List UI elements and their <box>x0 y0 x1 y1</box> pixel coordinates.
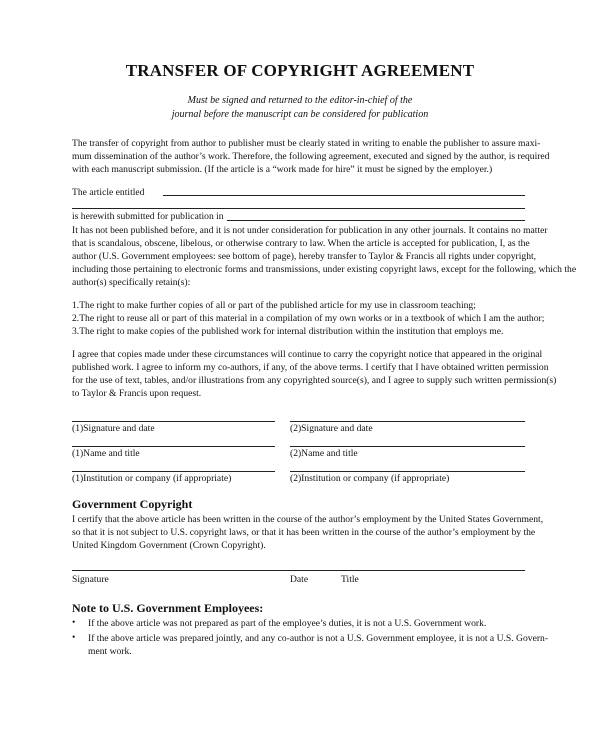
body-line: author(s) specifically retain(s): <box>72 277 191 288</box>
body-line: that is scandalous, obscene, libelous, or otherwise contrary to law. When the article is accepted for publication, I, as the <box>72 238 530 249</box>
author2-name-line[interactable] <box>290 446 525 447</box>
body-line: author (U.S. Government employees: see bottom of page), hereby transfer to Taylor & Francis all rights under copyright, <box>72 251 537 262</box>
note-bullet-2 <box>88 632 548 658</box>
author1-institution-label: (1)Institution or company (if appropriate) <box>72 473 232 484</box>
gov-date-label: Date <box>290 574 309 585</box>
document-title: TRANSFER OF COPYRIGHT AGREEMENT <box>125 61 475 80</box>
body-paragraph-2 <box>72 348 556 400</box>
intro-line: The transfer of copyright from author to publisher must be clearly stated in writing to enable the publisher to assure maxi- <box>72 138 541 149</box>
retained-right-item: 1.The right to make further copies of all or part of the published article for my use in classroom teaching; <box>72 300 476 311</box>
bullet-icon: • <box>72 632 76 643</box>
body-line: including those pertaining to electronic forms and transmissions, under existing copyright laws, except for the following, which the <box>72 264 577 275</box>
body-paragraph-1 <box>72 224 576 289</box>
body-line: It has not been published before, and it is not under consideration for publication in any other journals. It contains no matter <box>72 225 548 236</box>
subtitle-line-2: journal before the manuscript can be considered for publication <box>171 109 429 120</box>
gov-line: I certify that the above article has been written in the course of the author’s employment by the United States Government, <box>72 514 544 525</box>
article-title-field-continued[interactable] <box>72 208 525 209</box>
bullet-icon: • <box>72 617 76 628</box>
author2-signature-label: (2)Signature and date <box>290 423 373 434</box>
note-line: If the above article was prepared jointly, and any co-author is not a U.S. Government employee, it is not a U.S. Govern- <box>88 633 549 644</box>
gov-line: so that it is not subject to U.S. copyright laws, or that it has been written in the course of the author’s employment by the <box>72 527 536 538</box>
note-line: ment work. <box>88 646 132 657</box>
submitted-label: is herewith submitted for publication in <box>72 211 224 222</box>
article-title-field[interactable] <box>163 195 525 196</box>
author1-signature-line[interactable] <box>72 421 275 422</box>
intro-line: mum dissemination of the author’s work. Therefore, the following agreement, executed and signed by the author, is required <box>72 151 550 162</box>
body-line: for the use of text, tables, and/or illustrations from any copyrighted source(s), and I agree to supply such written permission(s) <box>72 375 557 386</box>
note-bullet-1 <box>88 617 486 630</box>
author2-institution-line[interactable] <box>290 471 525 472</box>
body-line: to Taylor & Francis upon request. <box>72 388 202 399</box>
note-line: If the above article was not prepared as part of the employee’s duties, it is not a U.S. Government work. <box>88 618 487 629</box>
gov-signature-label: Signature <box>72 574 109 585</box>
intro-line: with each manuscript submission. (If the article is a “work made for hire” it must be signed by the employer.) <box>72 164 493 175</box>
body-line: published work. I agree to inform my co-authors, if any, of the above terms. I certify that I have obtained written permission <box>72 362 549 373</box>
author2-name-label: (2)Name and title <box>290 448 358 459</box>
gov-title-label: Title <box>341 574 359 585</box>
gov-line: United Kingdom Government (Crown Copyright). <box>72 540 266 551</box>
article-entitled-label: The article entitled <box>72 187 145 198</box>
gov-copyright-paragraph <box>72 513 543 552</box>
retained-right-item: 3.The right to make copies of the published work for internal distribution within the institution that employs me. <box>72 326 504 337</box>
journal-name-field[interactable] <box>227 220 525 221</box>
body-line: I agree that copies made under these circumstances will continue to carry the copyright notice that appeared in the original <box>72 349 543 360</box>
author1-name-line[interactable] <box>72 446 275 447</box>
author1-name-label: (1)Name and title <box>72 448 140 459</box>
intro-paragraph <box>72 137 549 176</box>
author1-institution-line[interactable] <box>72 471 275 472</box>
subtitle-line-1: Must be signed and returned to the editor-in-chief of the <box>187 95 413 106</box>
author2-signature-line[interactable] <box>290 421 525 422</box>
author2-institution-label: (2)Institution or company (if appropriate) <box>290 473 450 484</box>
gov-copyright-heading: Government Copyright <box>72 497 193 511</box>
retained-rights-list <box>72 299 544 338</box>
retained-right-item: 2.The right to reuse all or part of this material in a compilation of my own works or in a textbook of which I am the author; <box>72 313 545 324</box>
gov-signature-line[interactable] <box>72 570 525 571</box>
note-heading: Note to U.S. Government Employees: <box>72 601 264 615</box>
author1-signature-label: (1)Signature and date <box>72 423 155 434</box>
